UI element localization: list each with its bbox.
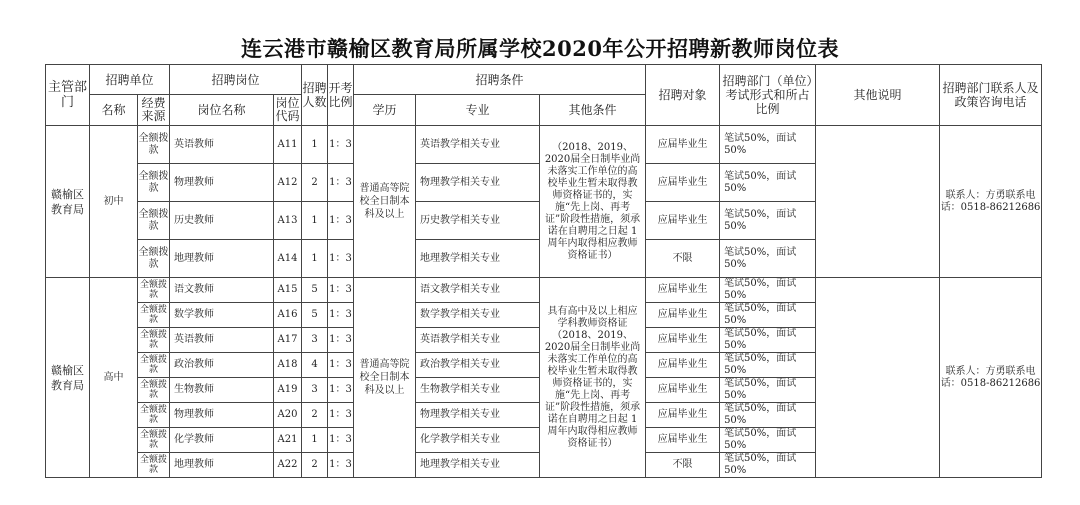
- education-cell: 普通高等院校全日制本科及以上: [354, 278, 416, 478]
- major-cell: 语文教学相关专业: [416, 278, 540, 303]
- header-major: 专业: [416, 95, 540, 126]
- target-cell: 应届毕业生: [646, 278, 720, 303]
- target-cell: 应届毕业生: [646, 378, 720, 403]
- header-unit-name: 名称: [90, 95, 138, 126]
- fund-source-cell: 全额拨款: [138, 202, 170, 240]
- fund-source-cell: 全额拨款: [138, 328, 170, 353]
- header-target: 招聘对象: [646, 65, 720, 126]
- target-cell: 不限: [646, 453, 720, 478]
- header-post-code: 岗位代码: [274, 95, 302, 126]
- count-cell: 2: [302, 164, 328, 202]
- target-cell: 不限: [646, 240, 720, 278]
- post-name-cell: 政治教师: [170, 353, 274, 378]
- header-education: 学历: [354, 95, 416, 126]
- post-name-cell: 物理教师: [170, 403, 274, 428]
- header-count: 招聘人数: [302, 65, 328, 126]
- post-code-cell: A19: [274, 378, 302, 403]
- contact-cell: 联系人：方勇联系电话：0518-86212686: [940, 278, 1042, 478]
- header-conditions: 招聘条件: [354, 65, 646, 95]
- exam-form-cell: 笔试50%，面试50%: [720, 202, 816, 240]
- other-note-cell: [816, 278, 940, 478]
- count-cell: 2: [302, 403, 328, 428]
- exam-form-cell: 笔试50%，面试50%: [720, 164, 816, 202]
- header-other-note: 其他说明: [816, 65, 940, 126]
- count-cell: 3: [302, 378, 328, 403]
- header-ratio: 开考比例: [328, 65, 354, 126]
- post-code-cell: A16: [274, 303, 302, 328]
- header-fund-source: 经费来源: [138, 95, 170, 126]
- other-condition-cell: （2018、2019、2020届全日制毕业尚未落实工作单位的高校毕业生暂未取得教师资格证书的，实施“先上岗、再考证”阶段性措施，须承诺在自聘用之日起 1 周年内取得相应教师资格证书）: [540, 126, 646, 278]
- major-cell: 英语教学相关专业: [416, 328, 540, 353]
- post-name-cell: 历史教师: [170, 202, 274, 240]
- fund-source-cell: 全额拨款: [138, 240, 170, 278]
- unit-name-cell: 初中: [90, 126, 138, 278]
- major-cell: 地理教学相关专业: [416, 453, 540, 478]
- post-name-cell: 数学教师: [170, 303, 274, 328]
- ratio-cell: 1：3: [328, 353, 354, 378]
- post-code-cell: A20: [274, 403, 302, 428]
- post-code-cell: A15: [274, 278, 302, 303]
- exam-form-cell: 笔试50%，面试50%: [720, 378, 816, 403]
- target-cell: 应届毕业生: [646, 428, 720, 453]
- header-other-cond: 其他条件: [540, 95, 646, 126]
- ratio-cell: 1：3: [328, 403, 354, 428]
- post-name-cell: 语文教师: [170, 278, 274, 303]
- target-cell: 应届毕业生: [646, 353, 720, 378]
- education-cell: 普通高等院校全日制本科及以上: [354, 126, 416, 278]
- ratio-cell: 1：3: [328, 428, 354, 453]
- target-cell: 应届毕业生: [646, 403, 720, 428]
- exam-form-cell: 笔试50%，面试50%: [720, 278, 816, 303]
- exam-form-cell: 笔试50%，面试50%: [720, 403, 816, 428]
- major-cell: 政治教学相关专业: [416, 353, 540, 378]
- exam-form-cell: 笔试50%，面试50%: [720, 353, 816, 378]
- other-condition-cell: 具有高中及以上相应学科教师资格证（2018、2019、2020届全日制毕业尚未落实工作单位的高校毕业生暂未取得教师资格证书的，实施“先上岗、再考证”阶段性措施，须承诺在自聘用之日起 1 周年内取得相应教师资格证书）: [540, 278, 646, 478]
- exam-form-cell: 笔试50%，面试50%: [720, 240, 816, 278]
- target-cell: 应届毕业生: [646, 202, 720, 240]
- ratio-cell: 1：3: [328, 240, 354, 278]
- page-title: 连云港市赣榆区教育局所属学校2020年公开招聘新教师岗位表: [241, 36, 839, 61]
- major-cell: 物理教学相关专业: [416, 164, 540, 202]
- post-name-cell: 化学教师: [170, 428, 274, 453]
- count-cell: 5: [302, 278, 328, 303]
- post-name-cell: 生物教师: [170, 378, 274, 403]
- target-cell: 应届毕业生: [646, 126, 720, 164]
- major-cell: 物理教学相关专业: [416, 403, 540, 428]
- count-cell: 1: [302, 240, 328, 278]
- major-cell: 地理教学相关专业: [416, 240, 540, 278]
- exam-form-cell: 笔试50%，面试50%: [720, 328, 816, 353]
- fund-source-cell: 全额拨款: [138, 403, 170, 428]
- header-contact: 招聘部门联系人及政策咨询电话: [940, 65, 1042, 126]
- target-cell: 应届毕业生: [646, 303, 720, 328]
- count-cell: 5: [302, 303, 328, 328]
- dept-cell: 赣榆区教育局: [46, 126, 90, 278]
- header-exam-form: 招聘部门（单位）考试形式和所占比例: [720, 65, 816, 126]
- exam-form-cell: 笔试50%，面试50%: [720, 126, 816, 164]
- exam-form-cell: 笔试50%，面试50%: [720, 428, 816, 453]
- fund-source-cell: 全额拨款: [138, 303, 170, 328]
- dept-cell: 赣榆区教育局: [46, 278, 90, 478]
- post-code-cell: A17: [274, 328, 302, 353]
- count-cell: 4: [302, 353, 328, 378]
- major-cell: 英语教学相关专业: [416, 126, 540, 164]
- recruitment-table: [45, 64, 1042, 478]
- post-code-cell: A18: [274, 353, 302, 378]
- unit-name-cell: 高中: [90, 278, 138, 478]
- ratio-cell: 1：3: [328, 278, 354, 303]
- ratio-cell: 1：3: [328, 453, 354, 478]
- post-code-cell: A12: [274, 164, 302, 202]
- post-name-cell: 物理教师: [170, 164, 274, 202]
- fund-source-cell: 全额拨款: [138, 164, 170, 202]
- post-name-cell: 英语教师: [170, 126, 274, 164]
- post-code-cell: A13: [274, 202, 302, 240]
- fund-source-cell: 全额拨款: [138, 353, 170, 378]
- major-cell: 历史教学相关专业: [416, 202, 540, 240]
- exam-form-cell: 笔试50%，面试50%: [720, 453, 816, 478]
- table-row: [46, 278, 1042, 303]
- major-cell: 生物教学相关专业: [416, 378, 540, 403]
- post-name-cell: 英语教师: [170, 328, 274, 353]
- post-code-cell: A14: [274, 240, 302, 278]
- ratio-cell: 1：3: [328, 164, 354, 202]
- count-cell: 1: [302, 202, 328, 240]
- ratio-cell: 1：3: [328, 328, 354, 353]
- target-cell: 应届毕业生: [646, 164, 720, 202]
- header-post-name: 岗位名称: [170, 95, 274, 126]
- ratio-cell: 1：3: [328, 202, 354, 240]
- contact-cell: 联系人：方勇联系电话：0518-86212686: [940, 126, 1042, 278]
- fund-source-cell: 全额拨款: [138, 378, 170, 403]
- fund-source-cell: 全额拨款: [138, 278, 170, 303]
- count-cell: 3: [302, 328, 328, 353]
- count-cell: 1: [302, 126, 328, 164]
- post-name-cell: 地理教师: [170, 453, 274, 478]
- ratio-cell: 1：3: [328, 303, 354, 328]
- header-post: 招聘岗位: [170, 65, 302, 95]
- fund-source-cell: 全额拨款: [138, 428, 170, 453]
- ratio-cell: 1：3: [328, 378, 354, 403]
- count-cell: 2: [302, 453, 328, 478]
- post-code-cell: A22: [274, 453, 302, 478]
- ratio-cell: 1：3: [328, 126, 354, 164]
- major-cell: 数学教学相关专业: [416, 303, 540, 328]
- target-cell: 应届毕业生: [646, 328, 720, 353]
- post-code-cell: A21: [274, 428, 302, 453]
- header-unit: 招聘单位: [90, 65, 170, 95]
- count-cell: 1: [302, 428, 328, 453]
- header-dept: 主管部门: [46, 65, 90, 126]
- major-cell: 化学教学相关专业: [416, 428, 540, 453]
- table-row: [46, 126, 1042, 164]
- fund-source-cell: 全额拨款: [138, 453, 170, 478]
- post-name-cell: 地理教师: [170, 240, 274, 278]
- exam-form-cell: 笔试50%，面试50%: [720, 303, 816, 328]
- post-code-cell: A11: [274, 126, 302, 164]
- other-note-cell: [816, 126, 940, 278]
- fund-source-cell: 全额拨款: [138, 126, 170, 164]
